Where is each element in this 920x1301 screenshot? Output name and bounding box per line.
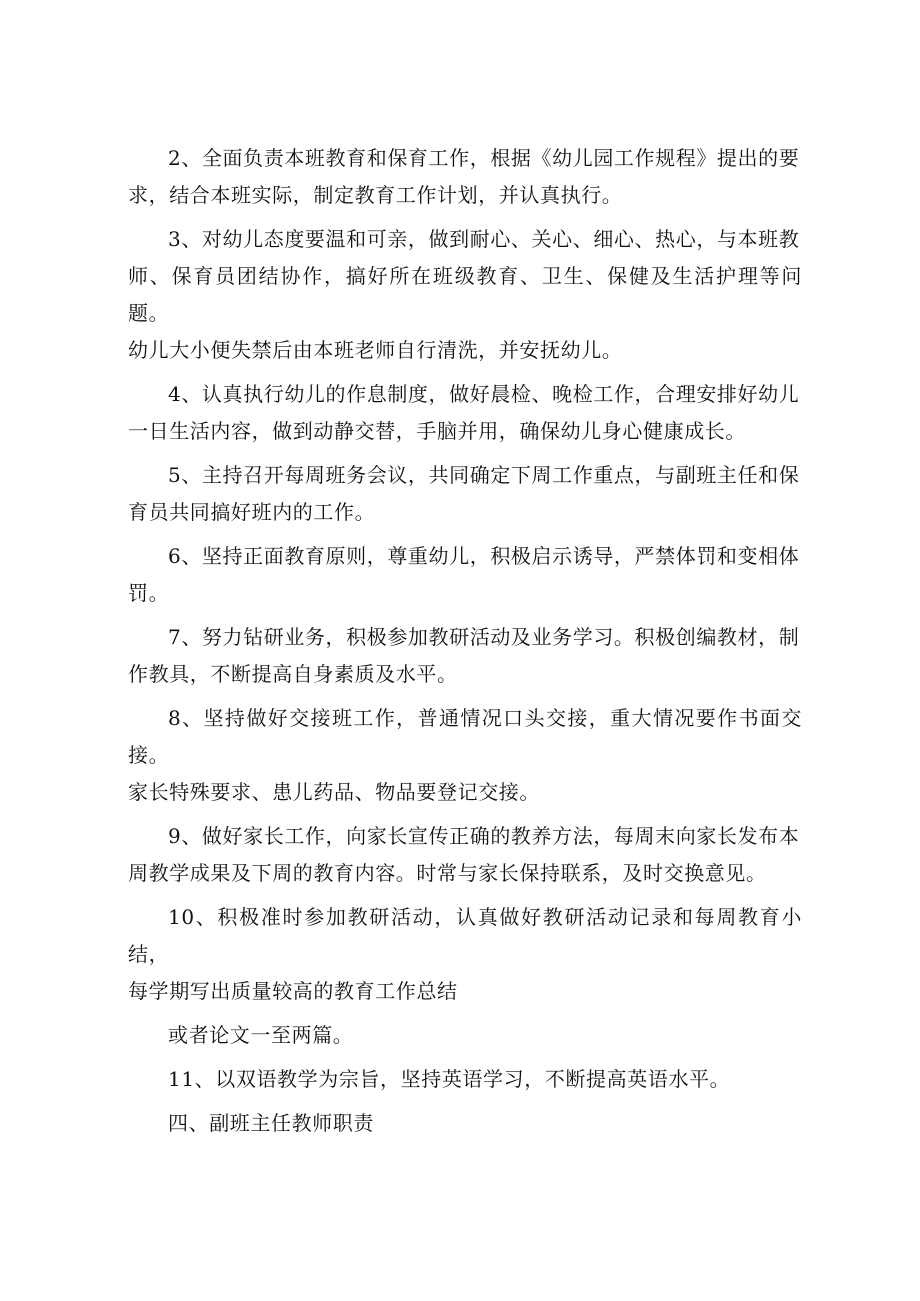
text-line: 或者论文一至两篇。: [168, 1023, 354, 1047]
paragraph-item-8: [128, 700, 802, 811]
paragraph-item-10-continued: [128, 1017, 802, 1054]
text-line: 一日生活内容，做到动静交替，手脑并用，确保幼儿身心健康成长。: [128, 419, 746, 443]
text-line: 7、努力钻研业务，积极参加教研活动及业务学习。积极创编教材，制: [168, 625, 800, 649]
paragraph-item-4: [128, 376, 802, 450]
text-line: 每学期写出质量较高的教育工作总结: [128, 979, 458, 1003]
heading-text: 四、副班主任教师职责: [168, 1111, 374, 1135]
text-line: 幼儿大小便失禁后由本班老师自行清洗，并安抚幼儿。: [128, 338, 623, 362]
paragraph-item-3: [128, 221, 802, 369]
text-line: 家长特殊要求、患儿药品、物品要登记交接。: [128, 780, 540, 804]
paragraph-item-11: [128, 1061, 802, 1098]
text-line: 罚。: [128, 581, 170, 605]
paragraph-item-6: [128, 538, 802, 612]
paragraph-item-2: [128, 140, 802, 214]
text-line: 3、对幼儿态度要温和可亲，做到耐心、关心、细心、热心，与本班教: [168, 227, 800, 251]
text-line: 求，结合本班实际，制定教育工作计划，并认真执行。: [128, 183, 623, 207]
paragraph-item-10: [128, 899, 802, 1010]
text-line: 2、全面负责本班教育和保育工作，根据《幼儿园工作规程》提出的要: [168, 146, 800, 170]
paragraph-item-5: [128, 457, 802, 531]
text-line: 6、坚持正面教育原则，尊重幼儿，积极启示诱导，严禁体罚和变相体: [168, 544, 800, 568]
text-line: 周教学成果及下周的教育内容。时常与家长保持联系，及时交换意见。: [128, 861, 767, 885]
text-line: 9、做好家长工作，向家长宣传正确的教养方法，每周末向家长发布本: [168, 824, 800, 848]
text-line: 8、坚持做好交接班工作，普通情况口头交接，重大情况要作书面交接。: [128, 706, 802, 767]
text-line: 5、主持召开每周班务会议，共同确定下周工作重点，与副班主任和保: [168, 463, 800, 487]
paragraph-item-9: [128, 818, 802, 892]
section-heading: [128, 1105, 802, 1142]
text-line: 师、保育员团结协作，搞好所在班级教育、卫生、保健及生活护理等问题。: [128, 264, 802, 325]
text-line: 4、认真执行幼儿的作息制度，做好晨检、晚检工作，合理安排好幼儿: [168, 382, 800, 406]
paragraph-item-7: [128, 619, 802, 693]
text-line: 10、积极准时参加教研活动，认真做好教研活动记录和每周教育小结，: [128, 905, 802, 966]
text-line: 育员共同搞好班内的工作。: [128, 500, 376, 524]
document-body: [128, 140, 802, 1149]
text-line: 作教具，不断提高自身素质及水平。: [128, 662, 458, 686]
text-line: 11、以双语教学为宗旨，坚持英语学习，不断提高英语水平。: [168, 1067, 731, 1091]
